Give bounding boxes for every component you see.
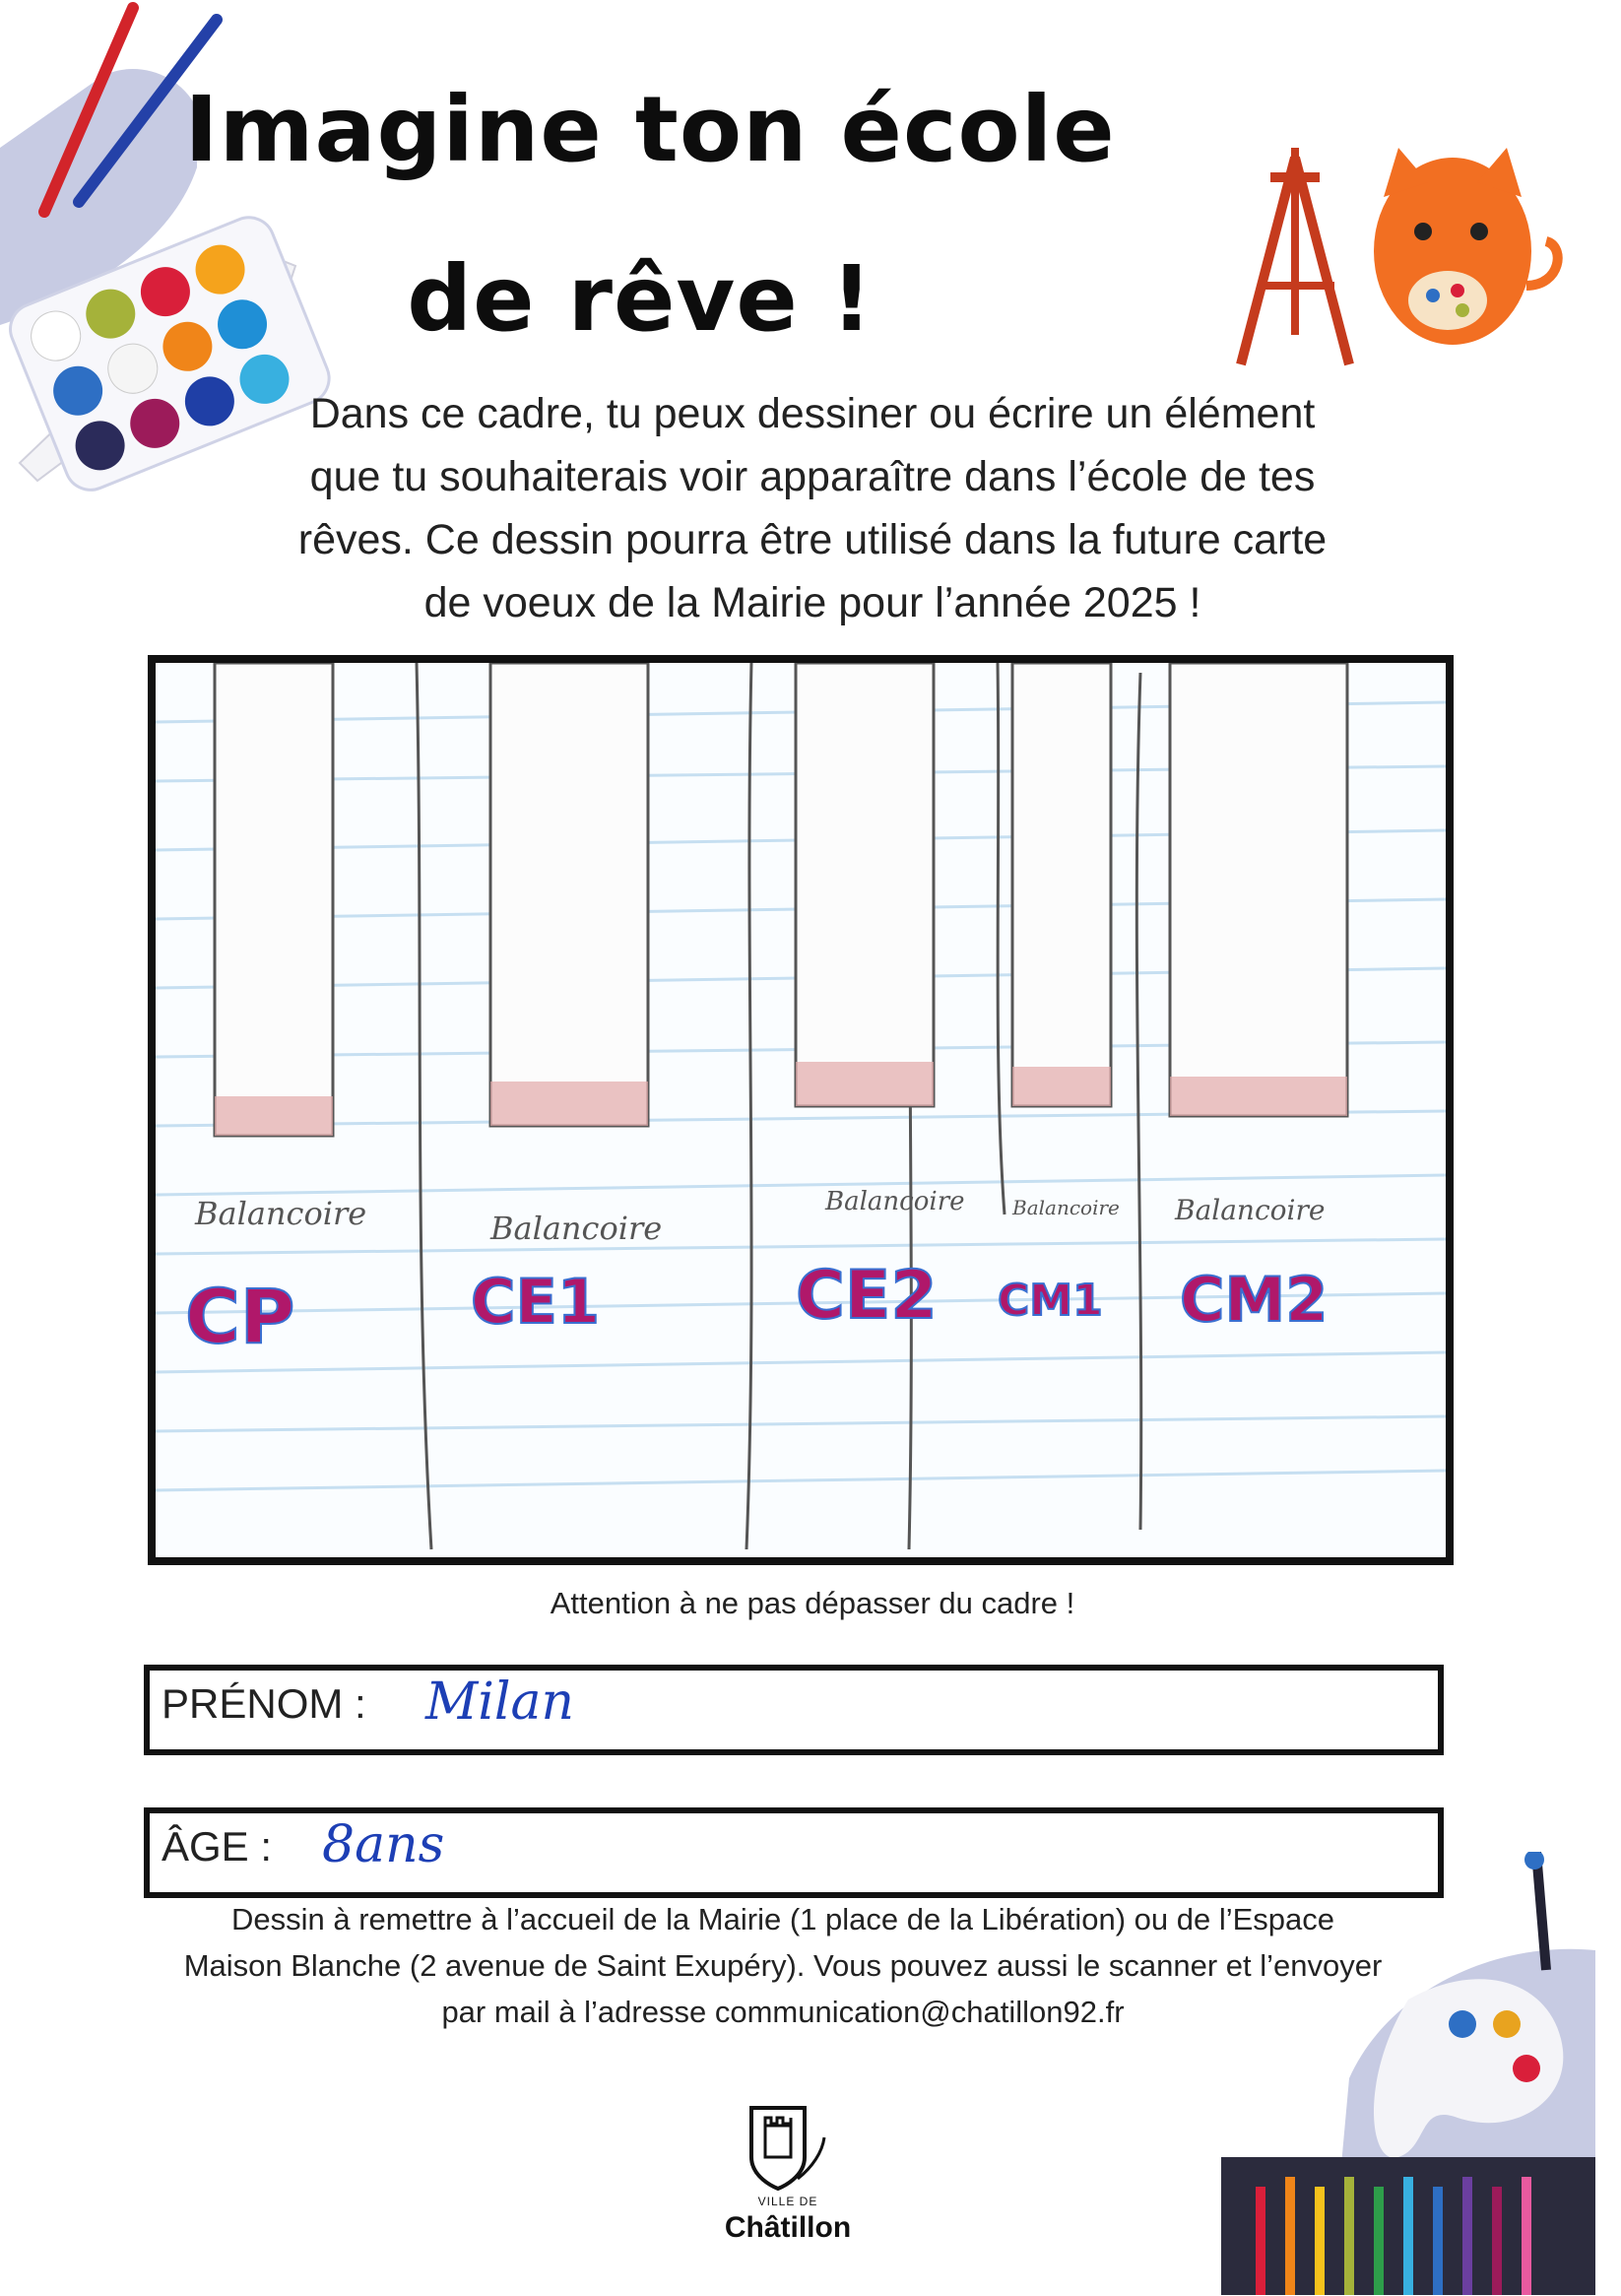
swing-label: Balancoire — [490, 1210, 663, 1247]
art-supplies-icon — [1221, 1852, 1595, 2295]
logo-name: Châtillon — [724, 2211, 852, 2244]
drawing-frame — [148, 655, 1454, 1565]
intro-paragraph — [167, 382, 1458, 634]
class-label: CE2 — [796, 1257, 938, 1335]
footer-line: Maison Blanche (2 avenue de Saint Exupéry). Vous pouvez aussi le scanner et l’envoyer — [183, 1948, 1383, 1983]
class-label: CM2 — [1180, 1264, 1329, 1336]
intro-line: Dans ce cadre, tu peux dessiner ou écrire un élément — [309, 390, 1316, 437]
first-name-label: PRÉNOM : — [162, 1680, 366, 1727]
swing-label: Balancoire — [1175, 1194, 1326, 1226]
logo-prefix: VILLE DE — [757, 2195, 818, 2208]
first-name-value: Milan — [425, 1673, 574, 1732]
child-drawing — [156, 663, 1446, 1557]
intro-line: rêves. Ce dessin pourra être utilisé dans la future carte — [297, 516, 1328, 563]
swing-label: Balancoire — [1012, 1196, 1120, 1219]
page-title-line-1: Imagine ton école — [184, 77, 1116, 182]
frame-warning: Attention à ne pas dépasser du cadre ! — [550, 1586, 1075, 1620]
page-title-line-2: de rêve ! — [407, 246, 874, 352]
footer-line: Dessin à remettre à l’accueil de la Mairie (1 place de la Libération) ou de l’Espace — [230, 1902, 1335, 1936]
age-label: ÂGE : — [162, 1823, 273, 1870]
swing-label: Balancoire — [825, 1187, 965, 1216]
city-logo-icon — [744, 2098, 832, 2192]
class-label: CM1 — [998, 1276, 1103, 1326]
class-label: CP — [185, 1273, 295, 1360]
age-value: 8ans — [322, 1815, 445, 1874]
swings — [215, 663, 1347, 1136]
first-name-field[interactable] — [144, 1665, 1444, 1755]
footer-line: par mail à l’adresse communication@chatillon92.fr — [441, 1995, 1125, 2029]
swing-label: Balancoire — [195, 1195, 367, 1232]
class-label: CE1 — [471, 1266, 600, 1338]
intro-line: que tu souhaiterais voir apparaître dans l’école de tes — [309, 453, 1316, 500]
cat-painter-icon — [1221, 138, 1576, 374]
intro-line: de voeux de la Mairie pour l’année 2025 ! — [423, 579, 1201, 626]
